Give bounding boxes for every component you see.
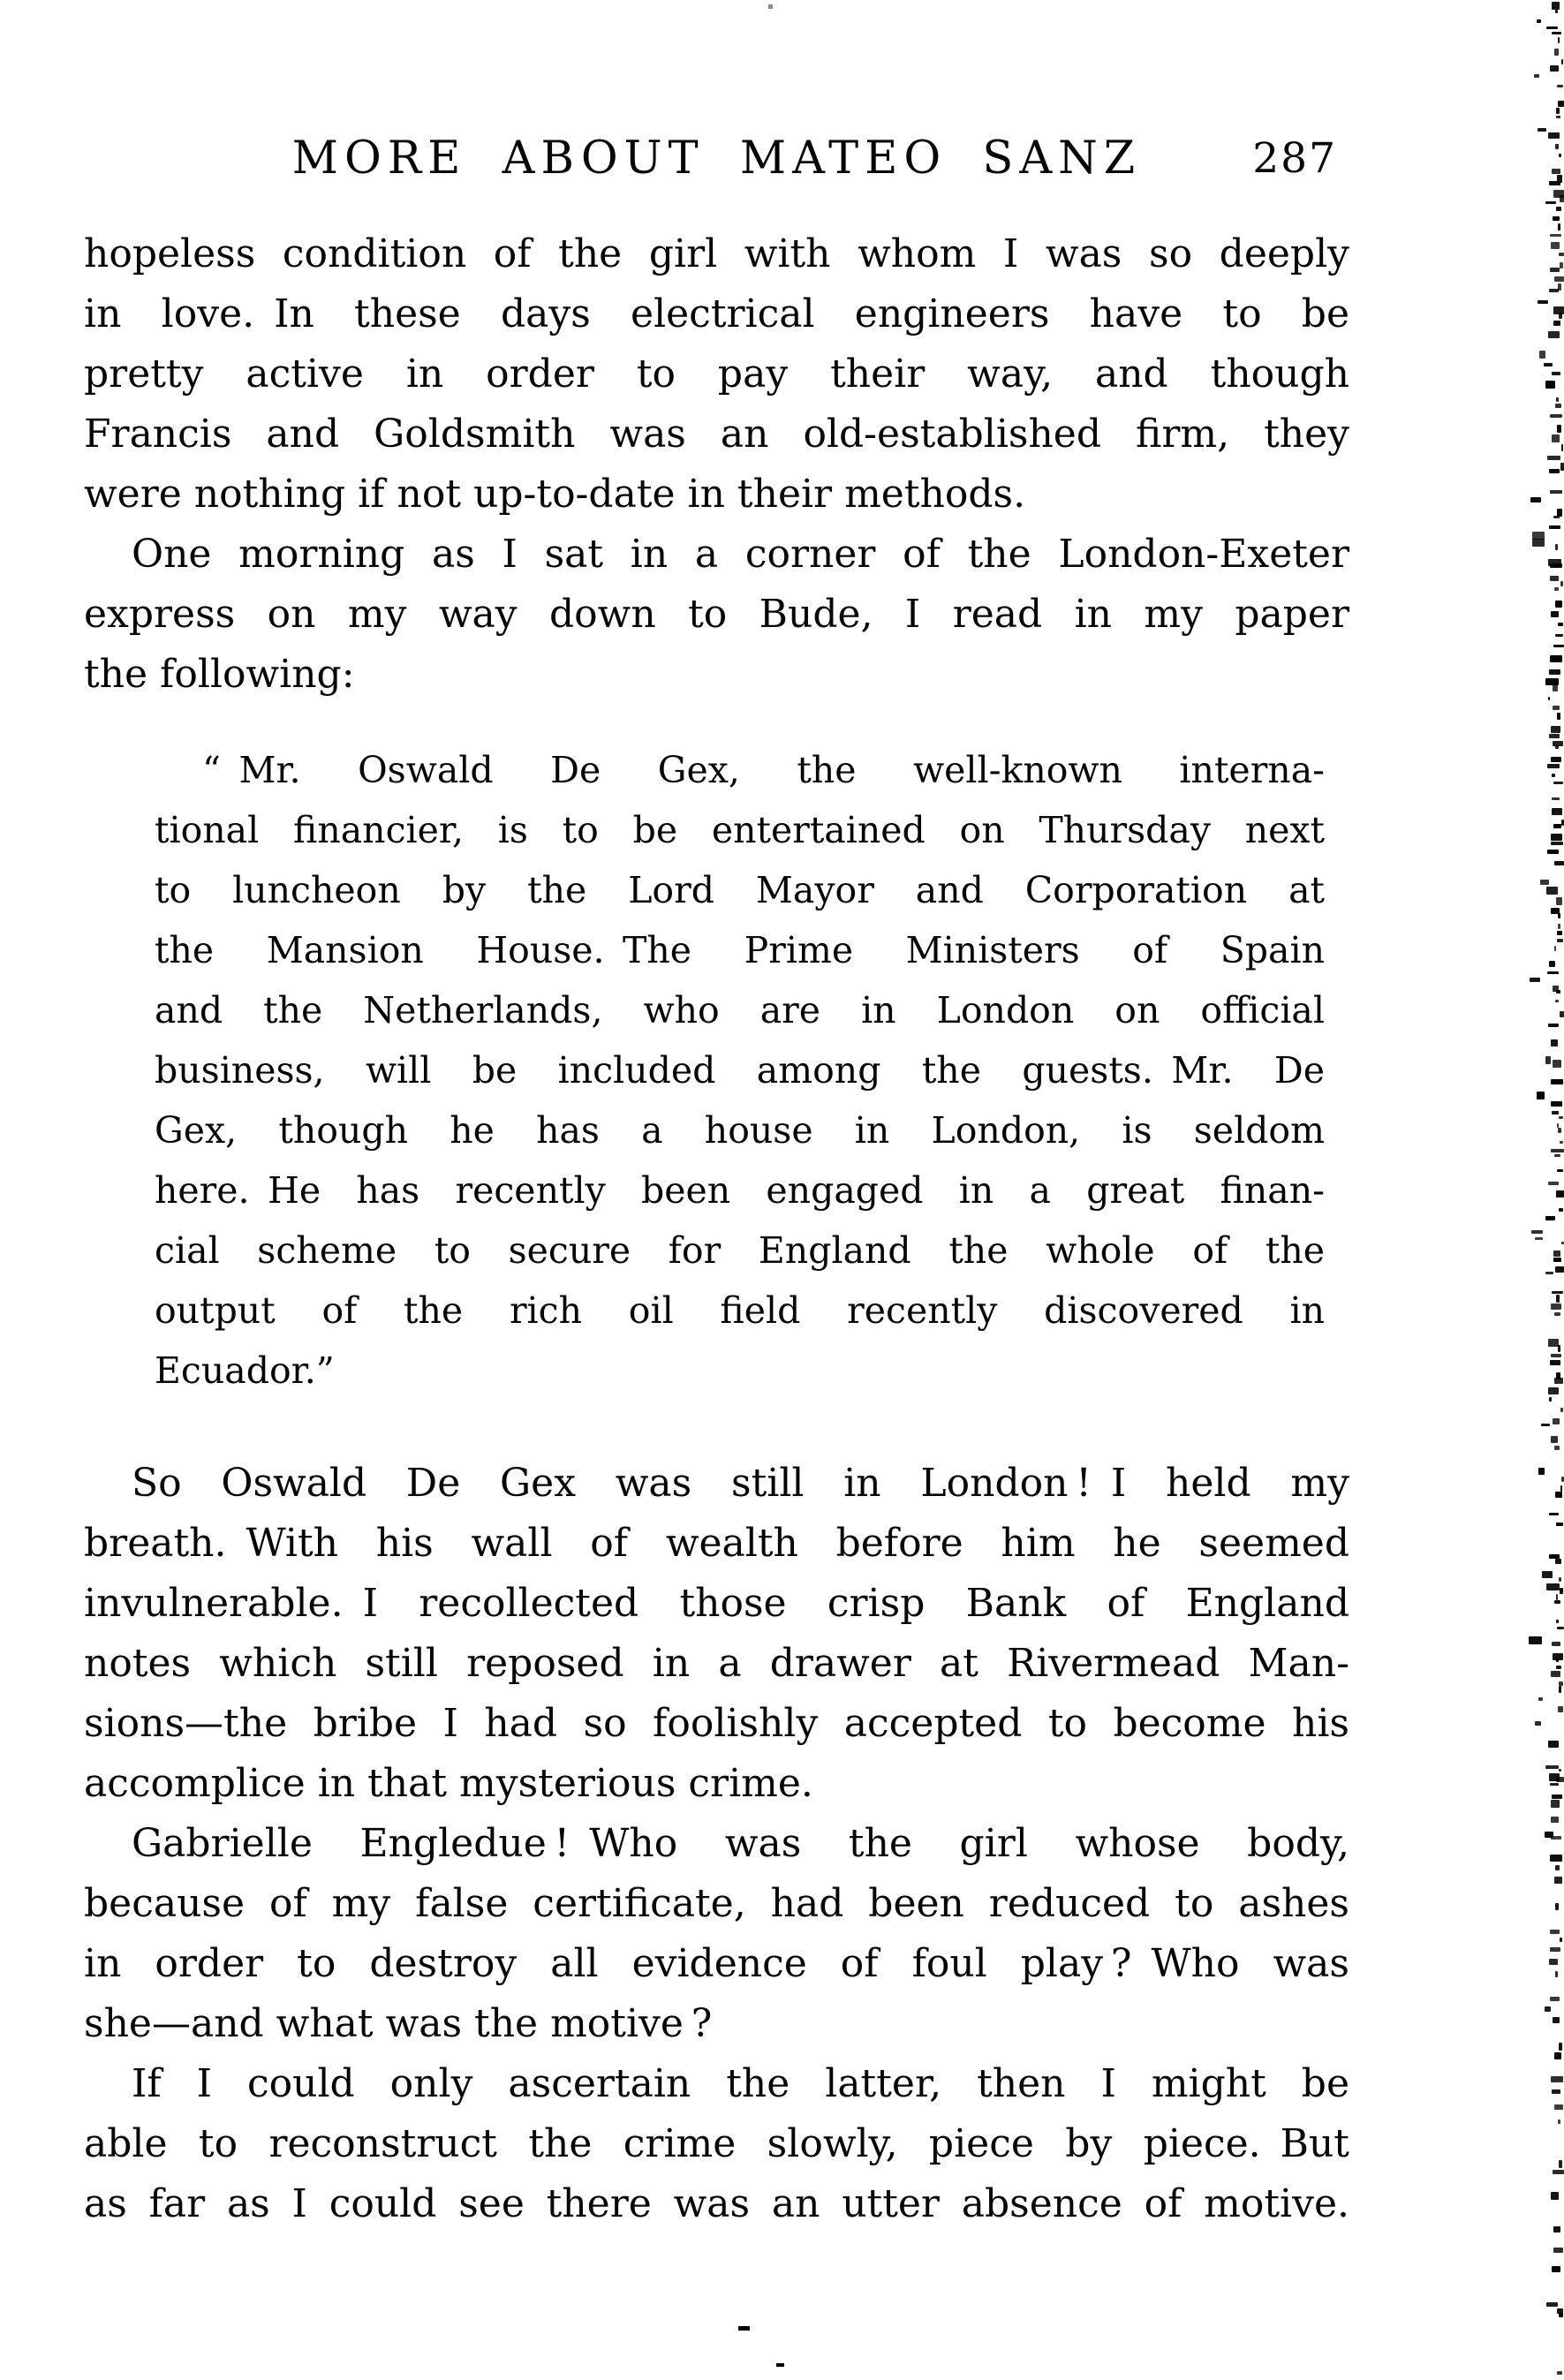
- scan-speck-top: [768, 4, 773, 9]
- text-line: to luncheon by the Lord Mayor and Corporation at: [155, 869, 1325, 911]
- text-line: “ Mr. Oswald De Gex, the well-known interna-: [202, 749, 1325, 791]
- paragraph: [84, 1454, 1349, 1814]
- text-line: sions—the bribe I had so foolishly accepted to become his: [84, 1701, 1349, 1746]
- paragraph: [84, 525, 1349, 705]
- text-line: able to reconstruct the crime slowly, piece by piece. But: [84, 2121, 1349, 2166]
- text-line: as far as I could see there was an utter absence of motive.: [84, 2181, 1349, 2226]
- text-line: accomplice in that mysterious crime.: [84, 1761, 813, 1806]
- text-line: the Mansion House. The Prime Ministers of Spain: [155, 929, 1325, 971]
- text-line: invulnerable. I recollected those crisp Bank of England: [84, 1581, 1349, 1626]
- text-line: So Oswald De Gex was still in London ! I held my: [132, 1461, 1349, 1506]
- page-content: [84, 132, 1349, 2234]
- text-line: cial scheme to secure for England the whole of the: [155, 1229, 1325, 1272]
- paragraph: [84, 2054, 1349, 2234]
- text-line: tional financier, is to be entertained on Thursday next: [155, 809, 1325, 851]
- text-line: were nothing if not up-to-date in their methods.: [84, 472, 1026, 517]
- text-line: she—and what was the motive ?: [84, 2001, 713, 2046]
- paragraph: [84, 1814, 1349, 2054]
- text-line: Ecuador.”: [155, 1349, 335, 1392]
- text-line: One morning as I sat in a corner of the London-Exeter: [132, 532, 1349, 577]
- text-line: the following:: [84, 652, 355, 697]
- text-line: Francis and Goldsmith was an old-established firm, they: [84, 412, 1349, 457]
- text-line: Gabrielle Engledue ! Who was the girl whose body,: [132, 1821, 1349, 1866]
- scan-speck-bottom-2: [776, 2363, 784, 2367]
- text-line: pretty active in order to pay their way, and though: [84, 351, 1349, 397]
- text-line: business, will be included among the guests. Mr. De: [155, 1049, 1325, 1092]
- page-number: 287: [1252, 134, 1337, 183]
- text-line: in order to destroy all evidence of foul play ? Who was: [84, 1941, 1349, 1986]
- text-line: output of the rich oil field recently discovered in: [155, 1289, 1325, 1332]
- page-title: MORE ABOUT MATEO SANZ: [291, 132, 1142, 185]
- text-line: hopeless condition of the girl with whom I was so deeply: [84, 231, 1349, 276]
- text-line: Gex, though he has a house in London, is seldom: [155, 1109, 1325, 1152]
- text-line: breath. With his wall of wealth before him he seemed: [84, 1521, 1349, 1566]
- text-line: express on my way down to Bude, I read in my paper: [84, 592, 1349, 637]
- text-line: in love. In these days electrical engineers have to be: [84, 291, 1349, 336]
- running-header: [84, 132, 1349, 184]
- text-block: [84, 224, 1349, 2234]
- page-edge-scan-noise: [1527, 0, 1564, 2380]
- text-line: If I could only ascertain the latter, then I might be: [132, 2061, 1349, 2106]
- text-line: because of my false certificate, had been reduced to ashes: [84, 1881, 1349, 1926]
- text-line: notes which still reposed in a drawer at Rivermead Man-: [84, 1641, 1349, 1686]
- text-line: here. He has recently been engaged in a great finan-: [155, 1169, 1325, 1212]
- paragraph: [84, 224, 1349, 525]
- quote-block: [84, 740, 1349, 1401]
- scan-speck-bottom-1: [738, 2326, 750, 2331]
- text-line: and the Netherlands, who are in London on official: [155, 989, 1325, 1031]
